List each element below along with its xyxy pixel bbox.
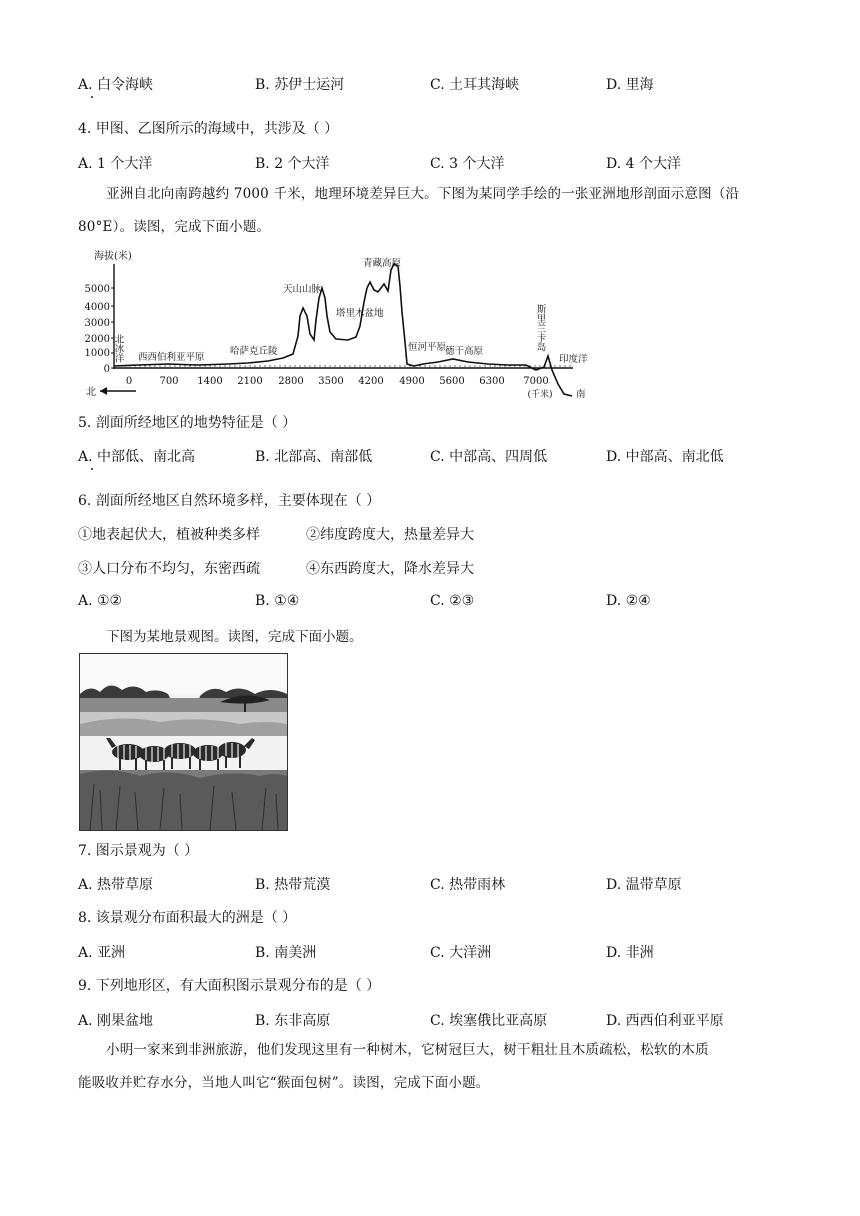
x-tick-label: 6300 — [479, 376, 505, 387]
q6-option-b[interactable]: B. ①④ — [255, 593, 300, 609]
x-tick-label: 1400 — [197, 376, 223, 387]
answer-dot — [91, 468, 93, 470]
indian-ocean-label: 印度洋 — [559, 354, 588, 365]
y-tick-label: 0 — [103, 364, 110, 375]
answer-dot — [91, 96, 93, 98]
q9-option-b[interactable]: B. 东非高原 — [255, 1013, 331, 1029]
x-tick-label: 3500 — [318, 376, 344, 387]
x-tick-label: 4200 — [358, 376, 384, 387]
tarim-basin-label: 塔里木盆地 — [336, 308, 384, 319]
q8-stem: 8. 该景观分布面积最大的洲是（ ） — [78, 910, 297, 926]
intro-paragraph-asia — [78, 178, 784, 244]
x-tick-label: 2100 — [237, 376, 263, 387]
savanna-zebra-illustration — [80, 654, 287, 830]
q8-option-c[interactable]: C. 大洋洲 — [430, 945, 492, 961]
q3-option-b[interactable]: B. 苏伊士运河 — [255, 77, 345, 93]
q5-option-b[interactable]: B. 北部高、南部低 — [255, 449, 373, 465]
kazakh-hills-label: 哈萨克丘陵 — [230, 346, 278, 357]
q4-stem: 4. 甲图、乙图所示的海域中，共涉及（ ） — [78, 121, 339, 137]
q3-option-c[interactable]: C. 土耳其海峡 — [430, 77, 520, 93]
q3-option-d[interactable]: D. 里海 — [606, 77, 654, 93]
q9-option-c[interactable]: C. 埃塞俄比亚高原 — [430, 1013, 548, 1029]
q7-option-d[interactable]: D. 温带草原 — [606, 877, 682, 893]
q9-stem: 9. 下列地形区，有大面积图示景观分布的是（ ） — [78, 978, 381, 994]
q6-statement-3: ③人口分布不均匀，东密西疏 — [78, 561, 260, 577]
q4-option-b[interactable]: B. 2 个大洋 — [255, 156, 330, 172]
south-label: 南 — [576, 389, 586, 400]
y-tick-label: 5000 — [84, 284, 110, 295]
q7-option-b[interactable]: B. 热带荒漠 — [255, 877, 331, 893]
q7-option-a[interactable]: A. 热带草原 — [78, 877, 154, 893]
tibet-plateau-label: 青藏高原 — [363, 258, 402, 269]
q4-option-a[interactable]: A. 1 个大洋 — [78, 156, 153, 172]
q6-option-d[interactable]: D. ②④ — [606, 593, 651, 609]
q6-statement-2: ②纬度跨度大，热量差异大 — [306, 527, 474, 543]
intro-line-2: 80°E）。读图，完成下面小题。 — [78, 219, 271, 235]
arctic-ocean-label: 北冰洋 — [112, 334, 124, 363]
y-tick-label: 4000 — [84, 302, 110, 313]
y-tick-label: 3000 — [84, 318, 110, 329]
q9-option-d[interactable]: D. 西西伯利亚平原 — [606, 1013, 724, 1029]
x-tick-label: 7000 — [523, 376, 549, 387]
intro-line-1: 亚洲自北向南跨越约 7000 千米，地理环境差异巨大。下图为某同学手绘的一张亚洲地形剖面示意图（沿 — [106, 186, 740, 202]
q5-option-a[interactable]: A. 中部低、南北高 — [78, 449, 196, 465]
srilanka-label: 斯里兰卡岛 — [534, 304, 546, 352]
north-arrow — [86, 386, 136, 398]
x-axis-unit: (千米) — [527, 390, 553, 400]
q8-option-b[interactable]: B. 南美洲 — [255, 945, 317, 961]
q6-option-c[interactable]: C. ②③ — [430, 593, 475, 609]
deccan-plateau-label: 德干高原 — [445, 346, 484, 357]
label-arctic-ocean — [113, 333, 125, 363]
intro-line-2: 能吸收并贮存水分，当地人叫它“猴面包树”。读图，完成下面小题。 — [78, 1075, 490, 1091]
y-tick-label: 2000 — [84, 334, 110, 345]
q8-option-d[interactable]: D. 非洲 — [606, 945, 654, 961]
intro-paragraph-landscape: 下图为某地景观图。读图，完成下面小题。 — [106, 629, 363, 645]
q7-stem: 7. 图示景观为（ ） — [78, 843, 199, 859]
asia-terrain-profile-figure — [78, 246, 598, 401]
x-tick-label: 0 — [125, 376, 133, 387]
intro-line-1: 小明一家来到非洲旅游，他们发现这里有一种树木，它树冠巨大，树干粗壮且木质疏松，松软的木质 — [106, 1042, 709, 1058]
q6-stem: 6. 剖面所经地区自然环境多样，主要体现在（ ） — [78, 493, 381, 509]
q5-option-d[interactable]: D. 中部高、南北低 — [606, 449, 724, 465]
q3-option-a[interactable]: A. 白令海峡 — [78, 77, 154, 93]
tianshan-label: 天山山脉 — [283, 284, 322, 295]
q4-option-c[interactable]: C. 3 个大洋 — [430, 156, 505, 172]
q5-stem: 5. 剖面所经地区的地势特征是（ ） — [78, 415, 297, 431]
savanna-landscape-photo — [79, 653, 288, 831]
q4-option-d[interactable]: D. 4 个大洋 — [606, 156, 681, 172]
x-tick-label: 2800 — [278, 376, 304, 387]
q6-statement-4: ④东西跨度大，降水差异大 — [306, 561, 474, 577]
q8-option-a[interactable]: A. 亚洲 — [78, 945, 126, 961]
q5-option-c[interactable]: C. 中部高、四周低 — [430, 449, 548, 465]
north-label: 北 — [86, 387, 96, 398]
intro-paragraph-baobab — [78, 1034, 784, 1100]
x-tick-label: 5600 — [439, 376, 465, 387]
west-siberia-label: 西西伯利亚平原 — [138, 352, 205, 363]
ganges-plain-label: 恒河平原 — [408, 342, 447, 353]
q7-option-c[interactable]: C. 热带雨林 — [430, 877, 506, 893]
x-tick-label: 700 — [159, 376, 179, 387]
y-axis-title: 海拔(米) — [94, 251, 132, 262]
x-tick-label: 4900 — [399, 376, 425, 387]
q6-option-a[interactable]: A. ①② — [78, 593, 123, 609]
y-tick-label: 1000 — [84, 348, 110, 359]
q9-option-a[interactable]: A. 刚果盆地 — [78, 1013, 154, 1029]
q6-statement-1: ①地表起伏大，植被种类多样 — [78, 527, 260, 543]
